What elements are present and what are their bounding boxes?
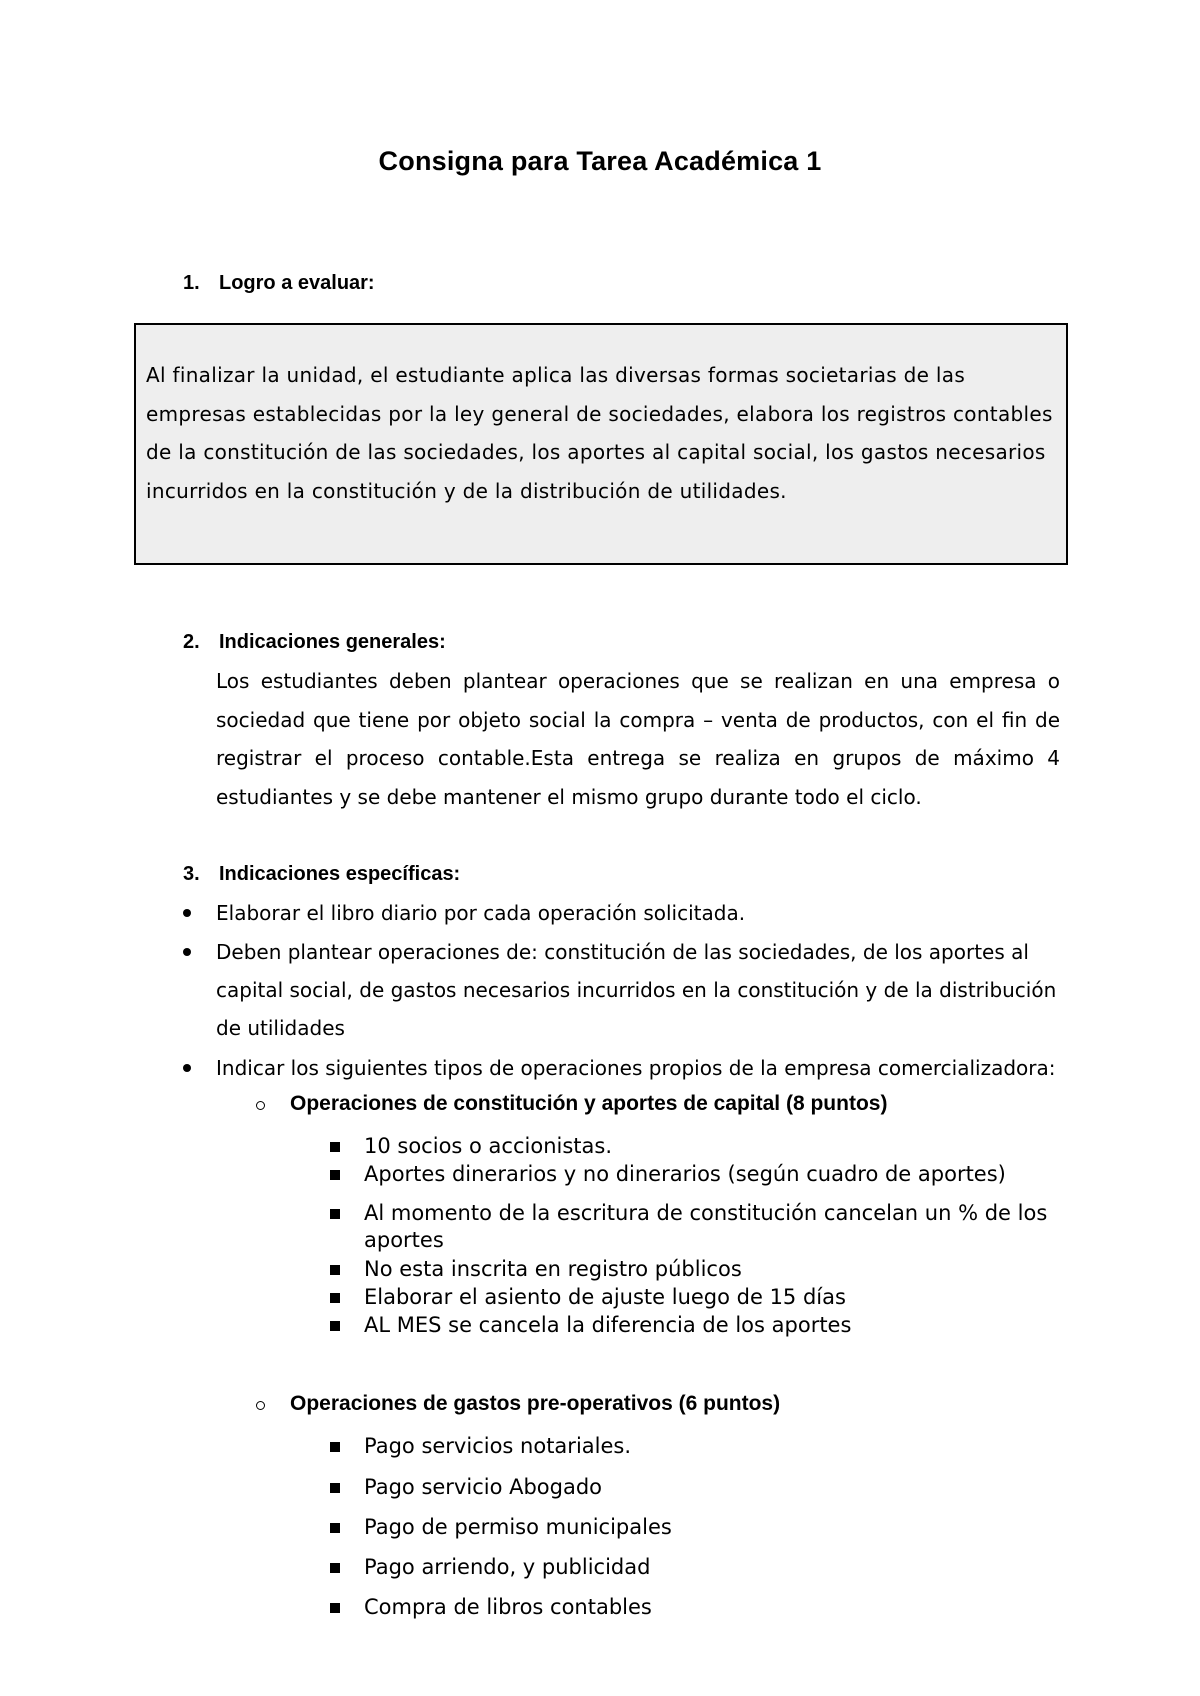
subsection-2-item-1: Pago servicios notariales. [364,1434,632,1458]
section-2-number: 2. [183,631,200,653]
square-bullet-icon [330,1603,340,1613]
bullet-item-2: Deben plantear operaciones de: constitución de las sociedades, de los aportes al capital social, de gastos necesarios incurridos en la constitución y de la distribución de utilidades [216,940,1057,1040]
subsection-2-item-2: Pago servicio Abogado [364,1475,603,1499]
section-1-heading [183,272,375,295]
square-bullet-icon [330,1293,340,1303]
section-3-number: 3. [183,863,200,885]
goal-text: Al finalizar la unidad, el estudiante aplica las diversas formas societarias de las empresas establecidas por la ley general de sociedades, elabora los registros contables de la constitución de las sociedades, los aportes al capital social, los gastos necesarios incurridos en la constitución y de la distribución de utilidades. [146,363,1053,503]
square-bullet-icon [330,1142,340,1152]
section-3-title: Indicaciones específicas: [219,863,461,885]
bullet-item-3: Indicar los siguientes tipos de operaciones propios de la empresa comercializadora: [216,1056,1056,1080]
subsection-2-item-5: Compra de libros contables [364,1595,652,1619]
circle-bullet-icon [256,1401,265,1410]
square-bullet-icon [330,1563,340,1573]
circle-bullet-icon [256,1101,265,1110]
square-bullet-icon [330,1523,340,1533]
section-1-number: 1. [183,272,200,294]
subsection-1-item-5: Elaborar el asiento de ajuste luego de 15 días [364,1285,846,1309]
subsection-1-item-3: Al momento de la escritura de constitución cancelan un % de los aportes [364,1201,1048,1252]
square-bullet-icon [330,1209,340,1219]
subsection-1-item-6: AL MES se cancela la diferencia de los aportes [364,1313,852,1337]
square-bullet-icon [330,1265,340,1275]
general-instructions-text: Los estudiantes deben plantear operaciones que se realizan en una empresa o sociedad que tiene por objeto social la compra – venta de productos, con el fin de registrar el proceso contable.Esta entrega se realiza en grupos de máximo 4 estudiantes y se debe mantener el mismo grupo durante todo el ciclo. [216,669,1060,809]
page-title: Consigna para Tarea Académica 1 [378,146,822,176]
square-bullet-icon [330,1170,340,1180]
square-bullet-icon [330,1321,340,1331]
bullet-dot-icon [183,1064,191,1072]
square-bullet-icon [330,1483,340,1493]
section-1-title: Logro a evaluar: [219,272,375,294]
subsection-1-heading: Operaciones de constitución y aportes de capital (8 puntos) [290,1092,888,1115]
bullet-dot-icon [183,948,191,956]
subsection-2-heading: Operaciones de gastos pre-operativos (6 puntos) [290,1392,781,1415]
subsection-2-item-4: Pago arriendo, y publicidad [364,1555,651,1579]
subsection-1-item-2: Aportes dinerarios y no dinerarios (según cuadro de aportes) [364,1162,1006,1186]
subsection-1-item-1: 10 socios o accionistas. [364,1134,613,1158]
subsection-2-item-3: Pago de permiso municipales [364,1515,672,1539]
bullet-item-1: Elaborar el libro diario por cada operación solicitada. [216,901,746,925]
subsection-1-item-4: No esta inscrita en registro públicos [364,1257,742,1281]
section-2-title: Indicaciones generales: [219,631,446,653]
section-2-heading [183,631,446,654]
section-3-heading [183,863,460,886]
bullet-dot-icon [183,909,191,917]
goal-box [134,323,1068,565]
square-bullet-icon [330,1442,340,1452]
